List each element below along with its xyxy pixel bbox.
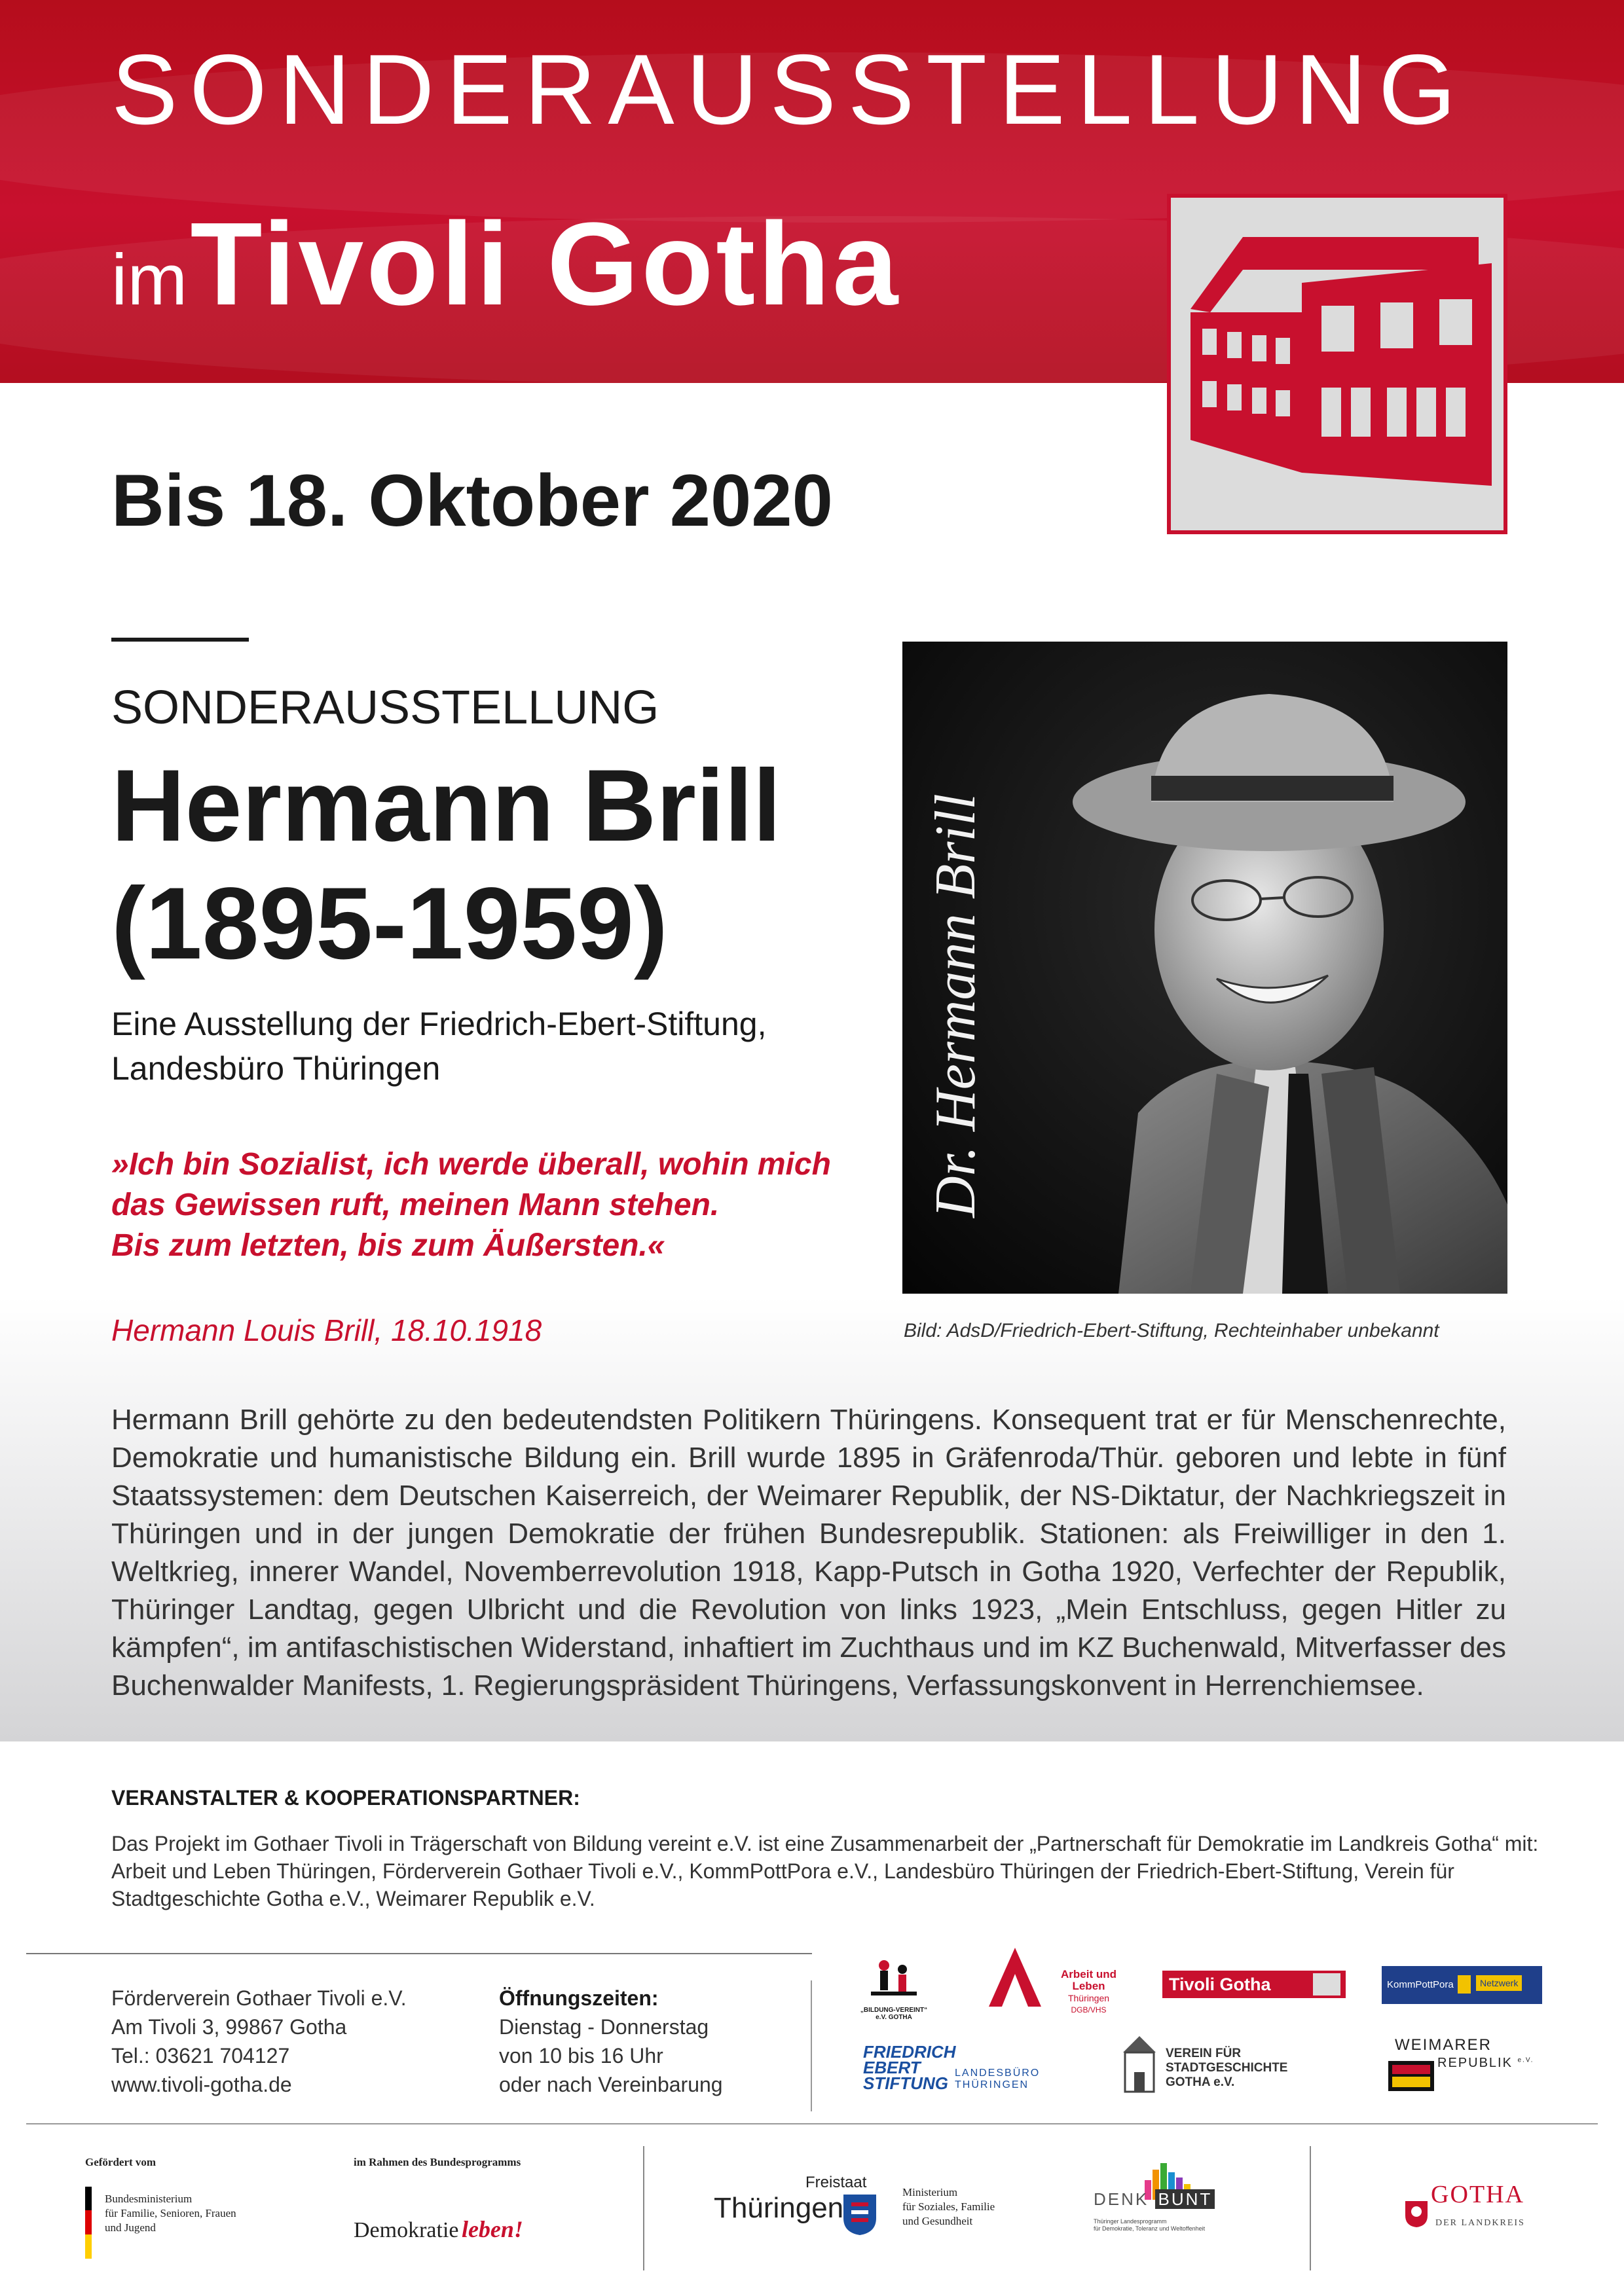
- exhibit-name: Hermann Brill: [111, 749, 781, 863]
- funding-label: Gefördert vom: [85, 2156, 157, 2168]
- stadtgeschichte-line: VEREIN FÜR: [1166, 2047, 1242, 2060]
- exhibit-description: [111, 1002, 864, 1091]
- stadtgeschichte-line: STADTGESCHICHTE: [1166, 2061, 1288, 2075]
- portrait-photo: [902, 642, 1507, 1294]
- quote-author: Hermann Louis Brill, 18.10.1918: [111, 1313, 542, 1347]
- bmfsfj-logo: [85, 2187, 282, 2265]
- ministerium-line: Ministerium: [902, 2186, 958, 2198]
- fes-line: EBERT: [863, 2058, 921, 2077]
- kommpottpora-netzwerk: Netzwerk: [1476, 1975, 1522, 1991]
- contact-website: www.tivoli-gotha.de: [111, 2073, 292, 2096]
- divider: [811, 1980, 812, 2111]
- opening-hours-title: Öffnungszeiten:: [499, 1986, 659, 2010]
- contact-line: Tel.: 03621 704127: [111, 2044, 290, 2068]
- arbeit-und-leben-name: Arbeit und Leben: [1061, 1968, 1116, 1992]
- exhibit-kicker: SONDERAUSSTELLUNG: [111, 682, 659, 734]
- thueringen-text: Thüringen: [714, 2192, 844, 2224]
- denkbunt-sub: für Demokratie, Toleranz und Weltoffenheit: [1094, 2225, 1206, 2232]
- opening-hours-line: oder nach Vereinbarung: [499, 2073, 723, 2096]
- denkbunt-sub: Thüringer Landesprogramm: [1094, 2218, 1167, 2225]
- header-subtitle-prefix: im: [111, 240, 188, 320]
- programm-label: im Rahmen des Bundesprogramms: [354, 2156, 521, 2168]
- divider: [111, 638, 249, 642]
- biography-text: Hermann Brill gehörte zu den bedeutendsten Politikern Thüringens. Konsequent trat er für Menschenrechte, Demokratie und humanistische Bildung ein. Brill wurde 1895 in Gräfenroda/Thür. geboren und lebte in fünf Staatssystemen: dem Deutschen Kaiserreich, der Weimarer Republik, der NS-Diktatur, der Nachkriegszeit in Thüringen und in der jungen Demokratie der frühen Bundesrepublik. Stationen: als Freiwilliger in den 1. Weltkrieg, innerer Wandel, Novemberrevolution 1918, Kapp-Putsch in Gotha 1920, Verfechter der Republik, Thüringer Landtag, gegen Ulbricht und die Revolution von links 1923, „Mein Entschluss, gegen Hitler zu kämpfen“, im antifaschistischen Widerstand, inhaftiert im Zuchthaus und im KZ Buchenwald, Mitverfasser des Buchenwalder Manifests, 1. Regierungspräsident Thüringens, Verfassungskonvent in Herrenchiemsee.: [111, 1404, 1507, 1702]
- denkbunt-logo: [1094, 2160, 1257, 2239]
- portrait-image: [902, 642, 1507, 1294]
- arbeit-und-leben-logo: [989, 1948, 1133, 2013]
- partners-heading: VERANSTALTER & KOOPERATIONSPARTNER:: [111, 1786, 580, 1810]
- divider: [643, 2146, 644, 2270]
- weimarer-flag-icon: [1388, 2061, 1434, 2091]
- contact-line: Am Tivoli 3, 99867 Gotha: [111, 2015, 347, 2039]
- german-flag-icon: [85, 2187, 92, 2259]
- description-line: Landesbüro Thüringen: [111, 1050, 441, 1087]
- landkreis-gotha-logo: [1401, 2180, 1545, 2246]
- exhibition-date: Bis 18. Oktober 2020: [111, 460, 833, 541]
- building-icon: [1313, 1973, 1340, 1995]
- quote-line: »Ich bin Sozialist, ich werde überall, wohin mich: [111, 1147, 831, 1182]
- opening-hours-line: von 10 bis 16 Uhr: [499, 2044, 663, 2068]
- ministerium-block: [902, 2185, 995, 2229]
- bildung-vereint-logo: [858, 1958, 930, 2023]
- header-subtitle-main: Tivoli Gotha: [190, 198, 901, 330]
- fes-sub: THÜRINGEN: [955, 2079, 1029, 2090]
- arbeit-und-leben-icon: [989, 1948, 1041, 2007]
- header-title: SONDERAUSSTELLUNG: [111, 34, 1468, 145]
- gotha-text: GOTHA: [1431, 2181, 1524, 2208]
- arbeit-und-leben-region: Thüringen: [1067, 1993, 1110, 2003]
- weimarer-republik-logo: [1388, 2036, 1559, 2102]
- fes-line: STIFTUNG: [863, 2073, 948, 2093]
- thueringen-coat-of-arms-icon: [842, 2193, 877, 2236]
- quote: [111, 1144, 897, 1266]
- fes-sub: LANDESBÜRO: [955, 2068, 1041, 2079]
- fes-logo: [863, 2044, 1053, 2096]
- ministerium-line: und Gesundheit: [902, 2215, 973, 2227]
- quote-line: Bis zum letzten, bis zum Äußersten.«: [111, 1228, 665, 1263]
- divider: [1310, 2146, 1311, 2270]
- denkbunt-a: DENK: [1094, 2189, 1149, 2209]
- leben-text: leben!: [461, 2216, 523, 2242]
- demokratie-text: Demokratie: [354, 2218, 459, 2242]
- tower-icon: [1120, 2036, 1159, 2095]
- freistaat-text: Freistaat: [805, 2174, 867, 2191]
- opening-hours: [499, 1984, 723, 2099]
- ministry-line: und Jugend: [105, 2221, 156, 2234]
- tivoli-logo: [1167, 194, 1507, 534]
- tivoli-gotha-small-logo: [1162, 1971, 1346, 1998]
- weimarer-suffix: e.V.: [1517, 2056, 1534, 2064]
- partners-text: Das Projekt im Gothaer Tivoli in Trägerschaft von Bildung vereint e.V. ist eine Zusammenarbeit der „Partnerschaft für Demokratie im Landkreis Gotha“ mit: Arbeit und Leben Thüringen, Förderverein Gothaer Tivoli e.V., KommPottPora e.V., Landesbüro Thüringen der Friedrich-Ebert-Stiftung, Verein für Stadtgeschichte Gotha e.V., Weimarer Republik e.V.: [111, 1832, 1539, 1910]
- bildung-vereint-icon: [858, 1958, 930, 2003]
- ministry-line: Bundesministerium: [105, 2193, 193, 2205]
- kommpottpora-name: KommPottPora: [1387, 1979, 1454, 1990]
- contact-address: [111, 1984, 407, 2099]
- ministerium-line: für Soziales, Familie: [902, 2200, 995, 2213]
- building-icon: [1171, 198, 1504, 530]
- thueringen-logo: [714, 2174, 923, 2246]
- stadtgeschichte-line: GOTHA e.V.: [1166, 2075, 1235, 2089]
- weimarer-line: REPUBLIK: [1437, 2056, 1513, 2070]
- opening-hours-line: Dienstag - Donnerstag: [499, 2015, 709, 2039]
- weimarer-line: WEIMARER: [1395, 2036, 1492, 2054]
- denkbunt-b: BUNT: [1155, 2189, 1215, 2209]
- gotha-coat-of-arms-icon: [1404, 2200, 1429, 2229]
- bildung-vereint-text: „BILDUNG-VEREINT“ e.V. GOTHA: [860, 2007, 928, 2021]
- exhibit-years: (1895-1959): [111, 867, 668, 981]
- stadtgeschichte-logo: [1120, 2036, 1329, 2102]
- divider: [26, 2123, 1598, 2124]
- divider: [26, 1953, 812, 1954]
- arbeit-und-leben-sub: DGB/VHS: [1071, 2005, 1107, 2014]
- header-subtitle: [111, 196, 900, 332]
- description-line: Eine Ausstellung der Friedrich-Ebert-Stiftung,: [111, 1006, 767, 1042]
- landkreis-text: DER LANDKREIS: [1435, 2218, 1525, 2228]
- network-icon: [1458, 1975, 1471, 1994]
- kommpottpora-logo: [1382, 1966, 1542, 2004]
- contact-line: Förderverein Gothaer Tivoli e.V.: [111, 1986, 407, 2010]
- fes-line: FRIEDRICH: [863, 2042, 956, 2062]
- ministry-line: für Familie, Senioren, Frauen: [105, 2207, 236, 2219]
- demokratie-leben-logo: [354, 2215, 523, 2243]
- photo-caption: Bild: AdsD/Friedrich-Ebert-Stiftung, Rechteinhaber unbekannt: [904, 1320, 1439, 1341]
- quote-line: das Gewissen ruft, meinen Mann stehen.: [111, 1188, 720, 1222]
- photo-signature: Dr. Hermann Brill: [924, 793, 987, 1218]
- tivoli-gotha-small-text: Tivoli Gotha: [1169, 1975, 1271, 1994]
